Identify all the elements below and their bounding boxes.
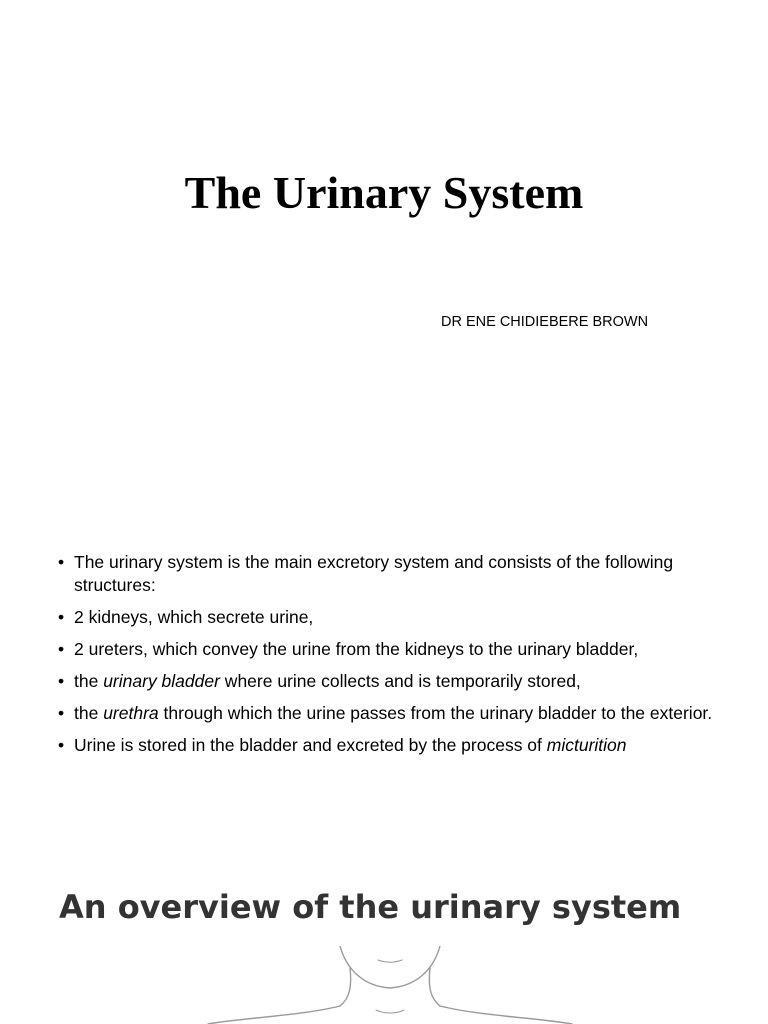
- bullet-marker: •: [58, 703, 65, 723]
- bullet-item: [58, 734, 738, 757]
- bullet-marker: •: [58, 639, 65, 659]
- bullet-text: 2 kidneys, which secrete urine,: [74, 607, 314, 627]
- bullet-marker: •: [58, 671, 65, 691]
- bullet-item: [58, 638, 738, 661]
- bullet-text: where urine collects and is temporarily stored,: [219, 671, 581, 691]
- bullet-item: [58, 606, 738, 629]
- bullet-text: the: [74, 671, 104, 691]
- bullet-item: [58, 670, 738, 693]
- bullet-list: [58, 551, 738, 766]
- bullet-text: 2 ureters, which convey the urine from the kidneys to the urinary bladder,: [74, 639, 639, 659]
- bullet-marker: •: [58, 607, 65, 627]
- bullet-term: micturition: [546, 735, 627, 755]
- bullet-text: the: [74, 703, 104, 723]
- slide-title: The Urinary System: [184, 167, 584, 218]
- bullet-item: [58, 702, 738, 725]
- bullet-text: through which the urine passes from the urinary bladder to the exterior.: [158, 703, 713, 723]
- bullet-text: The urinary system is the main excretory system and consists of the following structures:: [74, 552, 674, 595]
- bullet-item: [58, 551, 738, 597]
- human-torso-outline-icon: [200, 946, 580, 1024]
- section-heading: An overview of the urinary system: [59, 888, 682, 926]
- bullet-term: urethra: [103, 703, 159, 723]
- bullet-text: Urine is stored in the bladder and excreted by the process of: [74, 735, 547, 755]
- bullet-marker: •: [58, 735, 65, 755]
- bullet-term: urinary bladder: [103, 671, 220, 691]
- bullet-marker: •: [58, 552, 65, 572]
- slide-author: DR ENE CHIDIEBERE BROWN: [441, 314, 649, 330]
